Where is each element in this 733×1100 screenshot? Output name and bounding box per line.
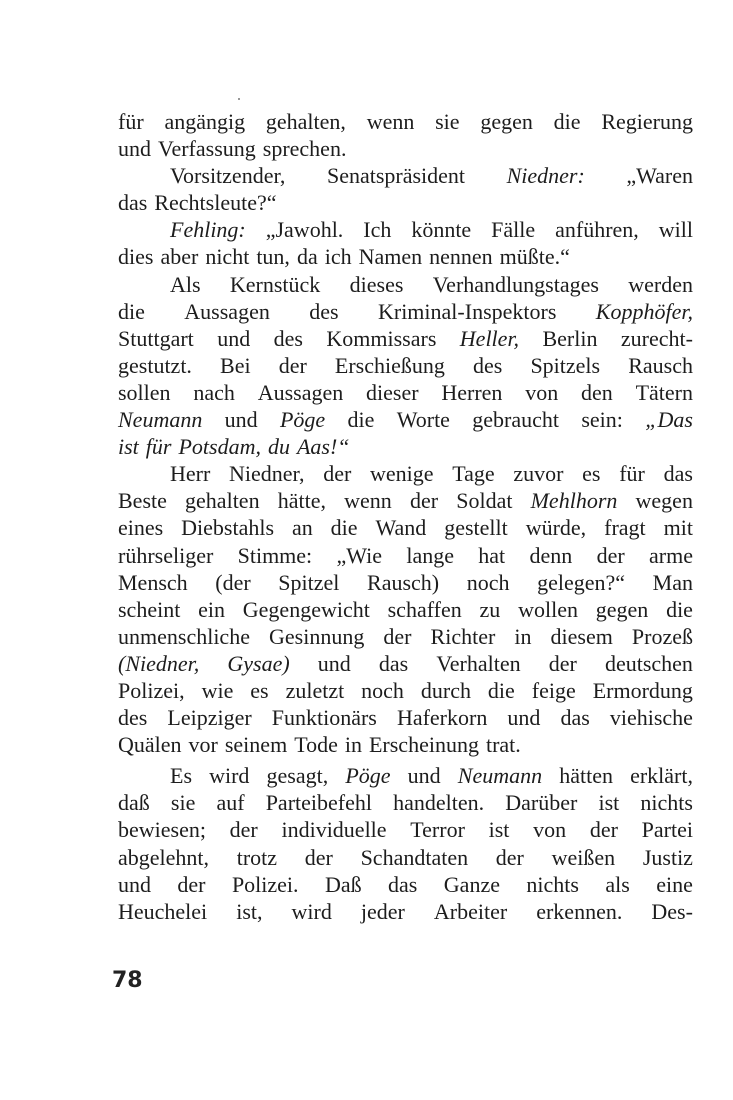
- word: gestutzt.: [118, 352, 192, 378]
- word: daß: [118, 790, 150, 816]
- word: gelegen?“: [537, 569, 626, 595]
- word: sein:: [581, 407, 623, 433]
- word: wenige: [370, 461, 434, 487]
- word: nennen: [429, 244, 493, 270]
- word: Worte: [396, 407, 450, 433]
- word: Herren: [441, 379, 503, 405]
- word: Schandtaten: [360, 844, 469, 870]
- word: wollen: [518, 596, 578, 622]
- word: erkennen.: [536, 898, 623, 924]
- word: ein: [198, 596, 225, 622]
- word: Aas!“: [296, 434, 350, 460]
- word: noch: [361, 677, 404, 703]
- word: Niedner,: [229, 461, 305, 487]
- word: jeder: [360, 898, 405, 924]
- text-line: [118, 189, 693, 216]
- word: wird: [291, 898, 332, 924]
- body-text: [118, 108, 693, 925]
- word: sie: [435, 109, 460, 134]
- word: als: [605, 871, 630, 897]
- word: Man: [652, 569, 693, 595]
- text-line: [118, 487, 693, 514]
- word: ist,: [236, 898, 263, 924]
- word: „Waren: [626, 163, 693, 189]
- word: zurecht-: [620, 325, 693, 351]
- word: die: [553, 109, 581, 134]
- word: Prozeß: [631, 623, 693, 649]
- text-line: [118, 704, 693, 731]
- word: könnte: [411, 217, 472, 243]
- word: noch: [466, 569, 510, 595]
- word: der: [596, 542, 625, 568]
- word: gegen: [595, 596, 649, 622]
- word: in: [344, 732, 362, 758]
- word: Es: [170, 763, 192, 789]
- word: Aussagen: [184, 298, 270, 324]
- text-line: [118, 762, 693, 789]
- word: aber: [160, 244, 199, 270]
- word: tun,: [256, 244, 290, 270]
- page-number: 78: [112, 968, 143, 993]
- word: (Niedner,: [118, 650, 200, 676]
- text-line: [118, 325, 693, 352]
- word: abgelehnt,: [118, 844, 210, 870]
- word: da: [296, 244, 318, 270]
- word: der: [278, 352, 307, 378]
- word: dies: [118, 244, 154, 270]
- word: nicht: [205, 244, 250, 270]
- word: Diebstahls: [181, 515, 275, 541]
- text-line: [118, 460, 693, 487]
- word: des: [309, 298, 339, 324]
- word: Mensch: [118, 569, 188, 595]
- word: des: [273, 325, 303, 351]
- text-line: [118, 108, 693, 135]
- word: Rausch: [628, 352, 693, 378]
- word: scheint: [118, 596, 181, 622]
- word: Soldat: [456, 488, 513, 514]
- word: wegen: [635, 488, 693, 514]
- word: gestellt: [444, 515, 508, 541]
- word: wenn: [366, 109, 415, 134]
- word: der: [177, 871, 206, 897]
- word: werden: [628, 271, 693, 297]
- word: wie: [201, 677, 234, 703]
- word: das: [388, 871, 418, 897]
- word: der: [409, 488, 439, 514]
- word: und: [217, 325, 251, 351]
- text-line: [118, 135, 693, 162]
- word: Quälen: [118, 732, 182, 758]
- word: gehalten,: [265, 109, 346, 134]
- word: viehische: [609, 705, 693, 731]
- word: Kriminal-Inspektors: [377, 298, 557, 324]
- word: für: [619, 461, 645, 487]
- word: eine: [656, 871, 693, 897]
- word: Haferkorn: [396, 705, 488, 731]
- word: die: [347, 407, 375, 433]
- word: trat.: [485, 732, 521, 758]
- word: „Wie: [336, 542, 383, 568]
- word: die: [487, 677, 515, 703]
- word: des: [473, 352, 503, 378]
- text-line: [118, 162, 693, 189]
- word: die: [666, 596, 693, 622]
- text-line: [118, 569, 693, 596]
- word: nach: [193, 379, 235, 405]
- text-line: [118, 871, 693, 898]
- word: und: [407, 763, 441, 789]
- text-line: [118, 677, 693, 704]
- word: zuletzt: [285, 677, 345, 703]
- word: Niedner:: [506, 163, 585, 189]
- word: Gegengewicht: [242, 596, 370, 622]
- text-line: [118, 243, 693, 270]
- word: Polizei,: [118, 677, 185, 703]
- word: dieses: [349, 271, 404, 297]
- word: erklärt,: [630, 763, 693, 789]
- word: Spitzel: [278, 569, 340, 595]
- word: handelten.: [393, 790, 485, 816]
- word: Daß: [324, 871, 362, 897]
- word: gehalten: [185, 488, 260, 514]
- word: Vorsitzender,: [170, 163, 286, 189]
- word: zuvor: [513, 461, 564, 487]
- word: in: [514, 623, 532, 649]
- word: Gesinnung: [269, 623, 365, 649]
- text-line: [118, 650, 693, 677]
- word: Funktionärs: [271, 705, 377, 731]
- word: Rausch): [367, 569, 440, 595]
- word: du: [267, 434, 290, 460]
- word: und: [224, 407, 258, 433]
- word: von: [533, 817, 567, 843]
- word: der: [383, 623, 412, 649]
- word: „Das: [645, 407, 693, 433]
- word: Tage: [452, 461, 495, 487]
- word: der: [495, 844, 524, 870]
- word: durch: [420, 677, 471, 703]
- word: ist: [598, 790, 620, 816]
- word: arme: [648, 542, 693, 568]
- word: Neumann: [457, 763, 543, 789]
- text-line: [118, 542, 693, 569]
- word: ist: [118, 434, 139, 460]
- word: will: [658, 217, 693, 243]
- word: Fälle: [491, 217, 536, 243]
- word: Polizei.: [231, 871, 299, 897]
- word: der: [304, 844, 333, 870]
- word: angängig: [164, 109, 246, 134]
- word: vor: [188, 732, 218, 758]
- word: und: [507, 705, 541, 731]
- word: die: [118, 298, 145, 324]
- word: Richter: [430, 623, 496, 649]
- word: Fehling:: [170, 217, 246, 243]
- word: Ich: [363, 217, 392, 243]
- word: Aussagen: [257, 379, 344, 405]
- word: die: [330, 515, 358, 541]
- word: ich: [324, 244, 352, 270]
- word: Mehlhorn: [530, 488, 618, 514]
- word: zu: [479, 596, 501, 622]
- text-line: [118, 406, 693, 433]
- word: Justiz: [642, 844, 693, 870]
- word: Leipziger: [167, 705, 252, 731]
- word: Beste: [118, 488, 167, 514]
- word: wird: [209, 763, 250, 789]
- word: das: [378, 650, 409, 676]
- word: Darüber: [505, 790, 578, 816]
- word: das: [560, 705, 590, 731]
- word: Ganze: [443, 871, 500, 897]
- word: von: [525, 379, 559, 405]
- word: für: [118, 109, 144, 134]
- word: gebraucht: [472, 407, 560, 433]
- text-line: [118, 789, 693, 816]
- word: Berlin: [542, 325, 598, 351]
- word: weißen: [551, 844, 616, 870]
- word: sollen: [118, 379, 171, 405]
- word: Erschießung: [334, 352, 445, 378]
- text-line: [118, 216, 693, 243]
- word: anführen,: [555, 217, 639, 243]
- word: es: [250, 677, 269, 703]
- word: sprechen.: [262, 136, 347, 162]
- text-line: [118, 816, 693, 843]
- word: Namen: [358, 244, 423, 270]
- word: Kopphöfer,: [595, 298, 693, 324]
- text-line: [118, 596, 693, 623]
- word: eines: [118, 515, 164, 541]
- word: gegen: [480, 109, 533, 134]
- word: nichts: [526, 871, 579, 897]
- word: würde,: [525, 515, 587, 541]
- word: „Jawohl.: [265, 217, 344, 243]
- text-line: [118, 352, 693, 379]
- word: Senatspräsident: [326, 163, 466, 189]
- word: für: [145, 434, 172, 460]
- word: Verhalten: [436, 650, 521, 676]
- word: mit: [663, 515, 693, 541]
- word: trotz: [236, 844, 278, 870]
- text-line: [118, 731, 693, 758]
- word: seinem: [224, 732, 288, 758]
- word: das: [118, 190, 148, 216]
- text-line: [118, 271, 693, 298]
- word: der: [323, 461, 352, 487]
- word: sie: [170, 790, 196, 816]
- word: hätten: [559, 763, 613, 789]
- word: Heuchelei: [118, 898, 208, 924]
- word: Potsdam,: [178, 434, 261, 460]
- word: bewiesen;: [118, 817, 206, 843]
- word: ist: [488, 817, 510, 843]
- word: hätte,: [277, 488, 326, 514]
- word: Stimme:: [237, 542, 313, 568]
- word: Verfassung: [158, 136, 256, 162]
- word: an: [291, 515, 313, 541]
- word: Gysae): [227, 650, 290, 676]
- word: Kernstück: [229, 271, 321, 297]
- word: und: [118, 136, 151, 162]
- word: dieser: [366, 379, 419, 405]
- word: deutschen: [604, 650, 693, 676]
- word: Parteibefehl: [265, 790, 372, 816]
- word: nichts: [640, 790, 693, 816]
- word: Arbeiter: [433, 898, 508, 924]
- word: den: [581, 379, 613, 405]
- text-line: [118, 379, 693, 406]
- word: Heller,: [459, 325, 520, 351]
- word: Pöge: [279, 407, 326, 433]
- word: Erscheinung: [368, 732, 479, 758]
- word: schaffen: [387, 596, 462, 622]
- word: Regierung: [601, 109, 693, 134]
- word: Verhandlungstages: [432, 271, 599, 297]
- word: Ermordung: [592, 677, 693, 703]
- word: Herr: [170, 461, 211, 487]
- word: das: [663, 461, 693, 487]
- word: auf: [216, 790, 245, 816]
- word: Wand: [375, 515, 427, 541]
- word: denn: [529, 542, 573, 568]
- word: und: [118, 871, 151, 897]
- word: hat: [478, 542, 506, 568]
- word: individuelle: [281, 817, 387, 843]
- word: Als: [170, 271, 201, 297]
- text-line: [118, 298, 693, 325]
- text-line: [118, 514, 693, 541]
- text-line: [118, 623, 693, 650]
- text-line: [118, 898, 693, 925]
- word: Partei: [641, 817, 693, 843]
- word: diesem: [550, 623, 613, 649]
- word: rührseliger: [118, 542, 214, 568]
- word: der: [548, 650, 577, 676]
- word: unmenschliche: [118, 623, 250, 649]
- word: Spitzels: [530, 352, 601, 378]
- word: des: [118, 705, 148, 731]
- word: Rechtsleute?“: [154, 190, 277, 216]
- word: es: [582, 461, 601, 487]
- word: wenn: [344, 488, 392, 514]
- page-speck: [238, 98, 240, 100]
- word: (der: [215, 569, 251, 595]
- word: gesagt,: [266, 763, 329, 789]
- word: Des-: [651, 898, 693, 924]
- word: Neumann: [118, 407, 203, 433]
- word: der: [589, 817, 618, 843]
- text-line: [118, 433, 693, 460]
- word: müßte.“: [499, 244, 570, 270]
- text-line: [118, 844, 693, 871]
- word: fragt: [604, 515, 646, 541]
- word: Tode: [294, 732, 338, 758]
- word: Terror: [410, 817, 465, 843]
- word: Bei: [220, 352, 251, 378]
- word: und: [317, 650, 351, 676]
- word: Stuttgart: [118, 325, 194, 351]
- word: feige: [531, 677, 576, 703]
- word: lange: [406, 542, 454, 568]
- word: der: [229, 817, 258, 843]
- word: Tätern: [635, 379, 693, 405]
- word: Kommissars: [326, 325, 437, 351]
- word: Pöge: [345, 763, 391, 789]
